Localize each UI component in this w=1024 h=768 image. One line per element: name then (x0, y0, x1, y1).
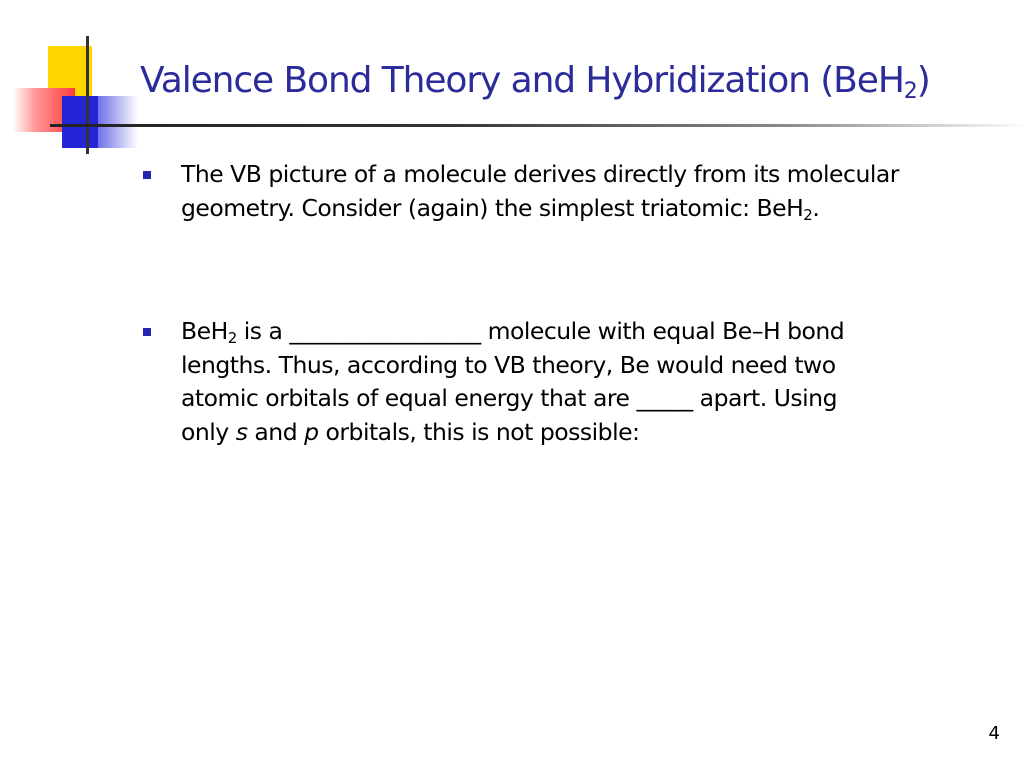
logo-blue-square (62, 96, 98, 148)
bullet-2-line-3: atomic orbitals of equal energy that are _____ apart. Using (181, 384, 837, 412)
bullet-2-line-1-rest: is a _________________ molecule with equal Be–H bond (236, 317, 845, 345)
bullet-2-line-1 (181, 315, 990, 349)
bullet-item-2 (140, 315, 990, 449)
bullet-2-subscript: 2 (227, 329, 237, 347)
decorative-logo (0, 0, 140, 160)
bullet-1-line-2 (181, 192, 990, 226)
bullet-2-line-4-a: only (181, 417, 236, 446)
logo-blue-fade (98, 96, 138, 148)
slide-title (140, 58, 930, 108)
bullet-1-line-1: The VB picture of a molecule derives directly from its molecular (181, 160, 899, 188)
bullet-2-line-1-start: BeH (181, 317, 228, 345)
bullet-2-line-4 (181, 416, 990, 450)
bullet-marker-icon (143, 328, 151, 336)
bullet-1-line-2-text: geometry. Consider (again) the simplest triatomic: BeH (181, 193, 804, 222)
italic-s: s (235, 417, 248, 446)
logo-vertical-line (86, 36, 89, 154)
italic-p: p (304, 417, 319, 446)
title-underline (50, 124, 1024, 127)
bullet-marker-icon (143, 171, 151, 179)
bullet-list (140, 158, 990, 449)
bullet-2-line-4-b: and (247, 417, 305, 446)
page-number: 4 (988, 723, 1000, 744)
title-text: Valence Bond Theory and Hybridization (BeH (140, 60, 904, 101)
bullet-1-subscript: 2 (803, 205, 813, 224)
bullet-item-1 (140, 158, 990, 225)
title-subscript: 2 (903, 79, 917, 104)
title-close-paren: ) (916, 60, 930, 101)
bullet-2-line-2: lengths. Thus, according to VB theory, Be would need two (181, 350, 836, 379)
bullet-2-line-4-c: orbitals, this is not possible: (318, 417, 640, 446)
bullet-1-period: . (812, 193, 820, 222)
